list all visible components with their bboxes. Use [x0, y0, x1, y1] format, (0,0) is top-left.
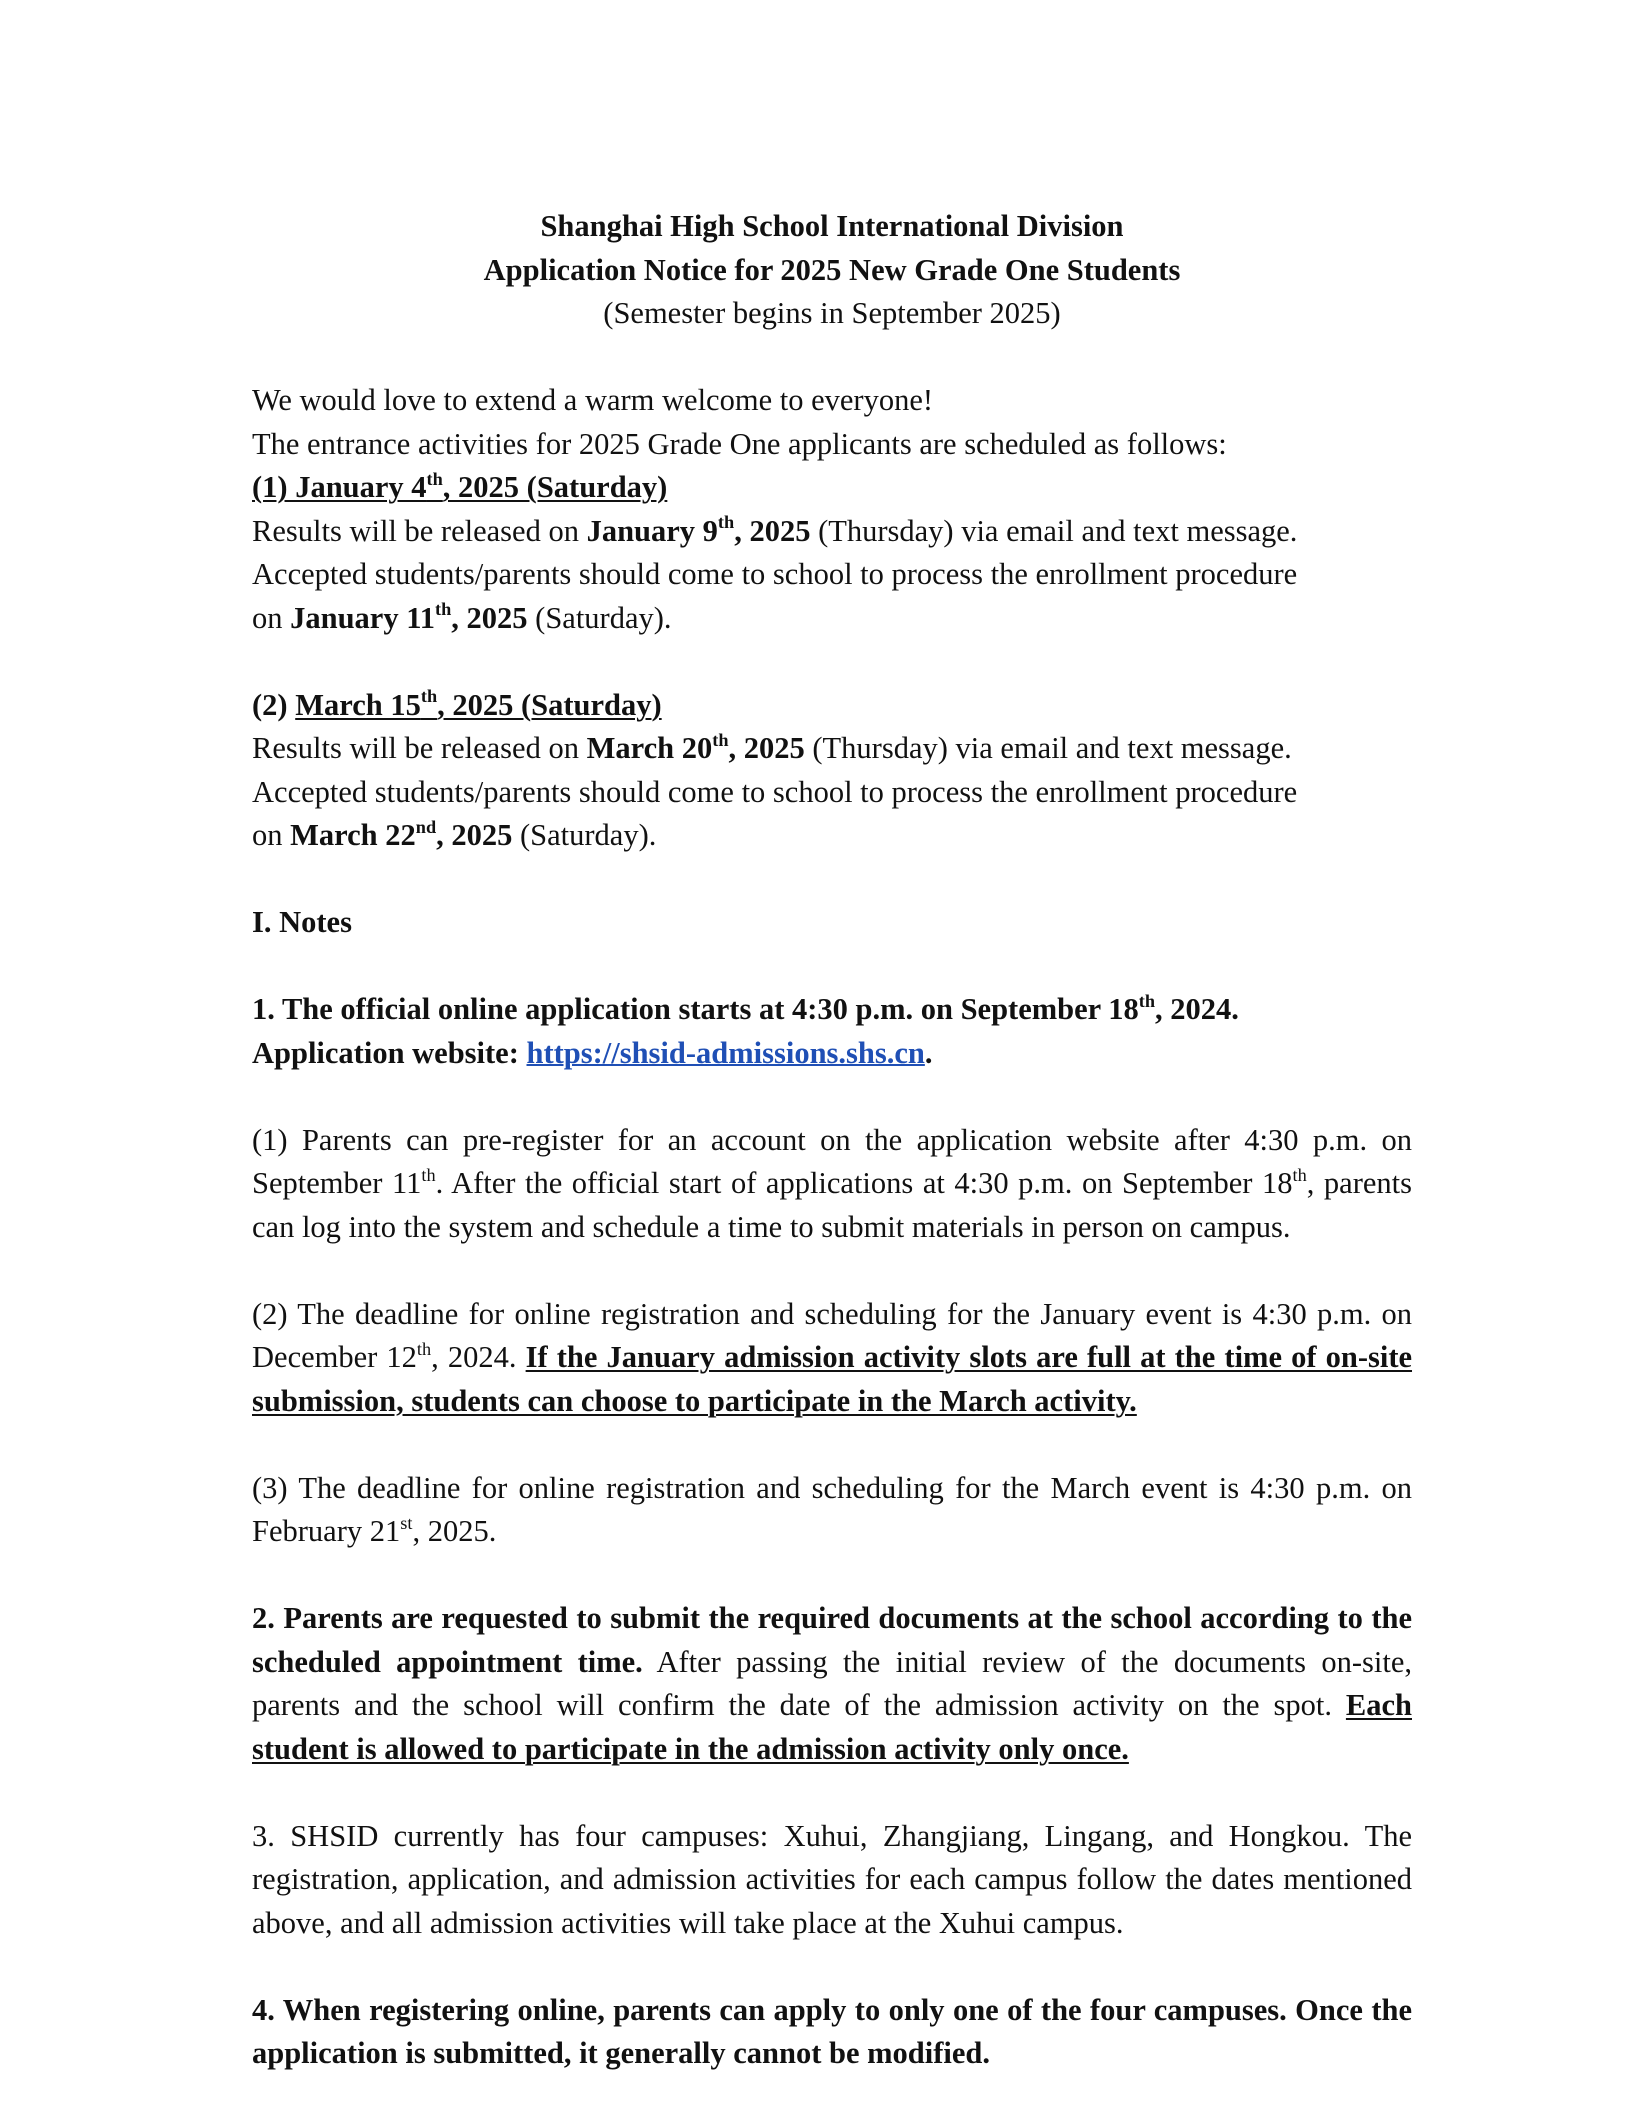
semester-note: (Semester begins in September 2025): [603, 296, 1061, 330]
welcome-line: We would love to extend a warm welcome to everyone!: [252, 383, 934, 417]
event2-enroll: on March 22nd, 2025 (Saturday).: [252, 816, 657, 852]
event1-enroll: on January 11th, 2025 (Saturday).: [252, 599, 672, 635]
schedule-intro: The entrance activities for 2025 Grade One applicants are scheduled as follows:: [252, 426, 1227, 461]
note1-sub2: (2) The deadline for online registration and scheduling for the January event is 4:30 p.m. on December 12th, 2024. If the January admission activity slots are full at the time of on-site submission, students can choose to participate in the March activity.: [252, 1296, 1413, 1418]
event1-heading: (1) January 4th, 2025 (Saturday): [252, 468, 668, 504]
document-page: [252, 205, 1412, 2076]
note1-website: Application website: https://shsid-admissions.shs.cn.: [252, 1035, 933, 1070]
event2-results: Results will be released on March 20th, 2025 (Thursday) via email and text message.: [252, 729, 1292, 765]
event1-results: Results will be released on January 9th, 2025 (Thursday) via email and text message.: [252, 512, 1298, 548]
school-name: Shanghai High School International Division: [540, 209, 1124, 243]
note2: 2. Parents are requested to submit the required documents at the school according to the scheduled appointment time. After passing the initial review of the documents on-site, parents and the school will confirm the date of the admission activity on the spot. Each student is allowed to participate in the admission activity only once.: [252, 1601, 1412, 1766]
document-header: [252, 205, 1412, 336]
note3: 3. SHSID currently has four campuses: Xuhui, Zhangjiang, Lingang, and Hongkou. The registration, application, and admission activities for each campus follow the dates mentioned above, and all admission activities will take place at the Xuhui campus.: [252, 1818, 1412, 1940]
event2-accept: Accepted students/parents should come to school to process the enrollment procedure: [252, 774, 1298, 809]
note1-sub3: (3) The deadline for online registration and scheduling for the March event is 4:30 p.m. on February 21st, 2025.: [252, 1470, 1412, 1548]
notice-title: Application Notice for 2025 New Grade One Students: [483, 252, 1181, 287]
notes-heading: I. Notes: [252, 905, 352, 939]
note4: 4. When registering online, parents can apply to only one of the four campuses. Once the application is submitted, it generally cannot be modified.: [252, 1992, 1412, 2070]
note1-sub1: (1) Parents can pre-register for an account on the application website after 4:30 p.m. on September 11th. After the official start of applications at 4:30 p.m. on September 18th, parents can log into the system and schedule a time to submit materials in person on campus.: [252, 1122, 1412, 1244]
event2-heading: (2) March 15th, 2025 (Saturday): [252, 686, 662, 722]
application-website-link[interactable]: https://shsid-admissions.shs.cn: [526, 1035, 925, 1070]
note1-line: 1. The official online application starts at 4:30 p.m. on September 18th, 2024.: [252, 990, 1239, 1026]
event1-accept: Accepted students/parents should come to school to process the enrollment procedure: [252, 557, 1298, 591]
